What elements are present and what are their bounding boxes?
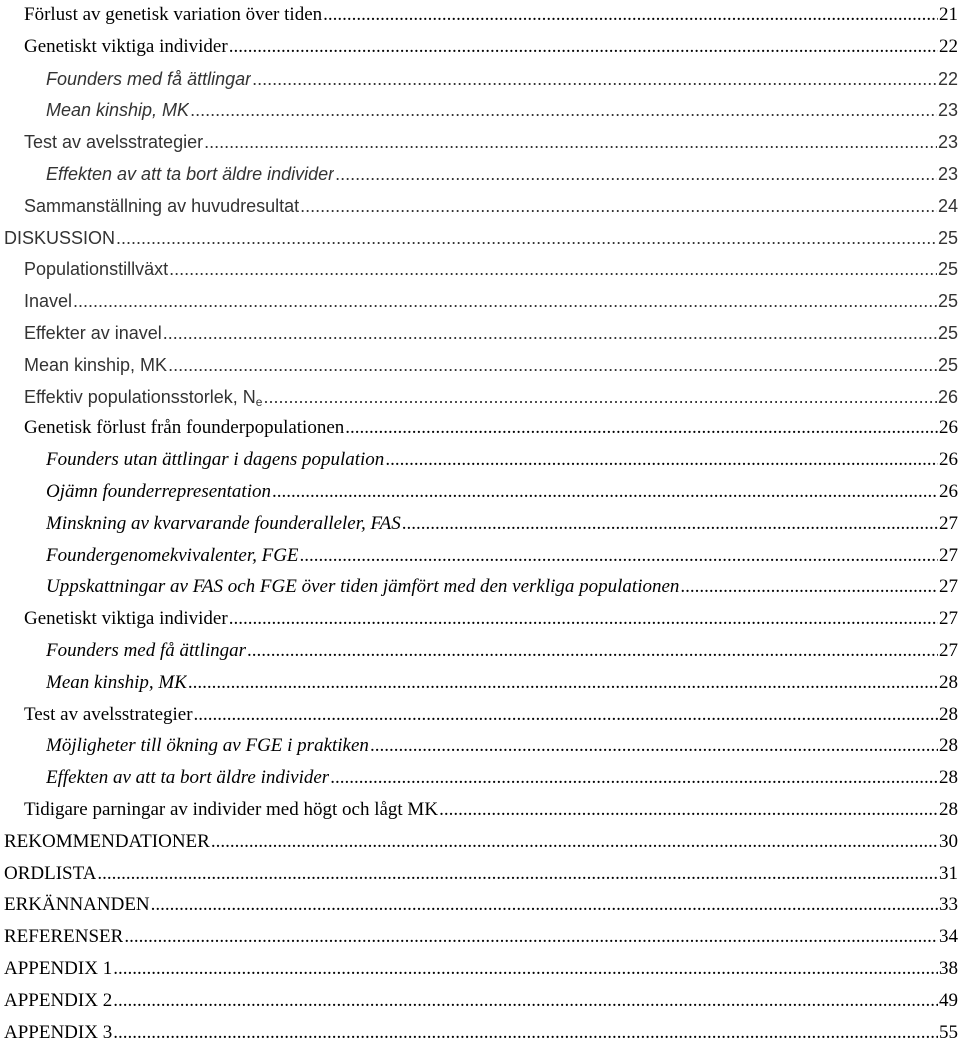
toc-entry[interactable] bbox=[0, 890, 960, 920]
toc-entry[interactable] bbox=[0, 191, 960, 221]
toc-entry-page-number: 26 bbox=[937, 386, 958, 407]
toc-entry-title-text: Genetiskt viktiga individer bbox=[24, 35, 228, 57]
toc-entry-page-number: 30 bbox=[939, 830, 958, 852]
dot-leader bbox=[323, 0, 938, 30]
toc-entry-title-text: APPENDIX 3 bbox=[4, 1021, 113, 1043]
toc-entry-title bbox=[24, 32, 228, 62]
toc-entry-page-number: 28 bbox=[939, 671, 958, 693]
toc-entry-title bbox=[24, 318, 162, 348]
dot-leader bbox=[113, 986, 938, 1016]
toc-entry[interactable] bbox=[0, 509, 960, 539]
toc-entry[interactable] bbox=[0, 254, 960, 284]
toc-entry-page-number: 28 bbox=[939, 767, 958, 789]
dot-leader bbox=[188, 668, 938, 698]
toc-entry-page-number: 25 bbox=[937, 259, 958, 280]
toc-entry-title-text: DISKUSSION bbox=[4, 227, 116, 248]
dot-leader bbox=[194, 700, 938, 730]
toc-entry-title-text: Foundergenomekvivalenter, FGE bbox=[46, 544, 299, 566]
toc-entry-title-text: APPENDIX 1 bbox=[4, 958, 113, 979]
toc-entry-title bbox=[46, 668, 187, 698]
toc-entry-title bbox=[4, 859, 96, 889]
toc-entry-page-number: 26 bbox=[939, 449, 958, 471]
dot-leader bbox=[272, 477, 938, 507]
toc-entry-title-text: Ojämn founderrepresentation bbox=[46, 481, 271, 502]
toc-entry[interactable] bbox=[0, 572, 960, 602]
toc-entry-title bbox=[46, 541, 299, 571]
toc-entry-page-number: 55 bbox=[939, 1021, 958, 1043]
dot-leader bbox=[300, 191, 937, 221]
toc-entry[interactable] bbox=[0, 32, 960, 62]
toc-entry-title bbox=[46, 159, 334, 189]
toc-entry-title bbox=[46, 636, 246, 666]
toc-entry[interactable] bbox=[0, 859, 960, 889]
dot-leader bbox=[113, 954, 938, 984]
toc-entry-page-number: 22 bbox=[939, 35, 958, 57]
toc-entry[interactable] bbox=[0, 445, 960, 475]
dot-leader bbox=[163, 318, 937, 348]
toc-entry-page-number: 27 bbox=[939, 512, 958, 534]
toc-entry-title-text: Founders utan ättlingar i dagens population bbox=[46, 449, 385, 471]
toc-entry-title bbox=[24, 127, 203, 157]
dot-leader bbox=[680, 572, 938, 602]
dot-leader bbox=[385, 445, 938, 475]
toc-entry-page-number: 25 bbox=[937, 227, 958, 248]
toc-entry-title bbox=[24, 382, 262, 417]
toc-entry-page-number: 23 bbox=[937, 164, 958, 184]
toc-entry[interactable] bbox=[0, 350, 960, 380]
toc-entry-title bbox=[24, 254, 168, 284]
toc-entry-page-number: 38 bbox=[939, 958, 958, 979]
toc-entry-title bbox=[46, 731, 369, 761]
toc-entry-page-number: 23 bbox=[937, 100, 958, 121]
toc-entry[interactable] bbox=[0, 477, 960, 507]
toc-entry-page-number: 21 bbox=[939, 4, 958, 25]
dot-leader bbox=[300, 541, 938, 571]
dot-leader bbox=[97, 859, 938, 889]
toc-entry[interactable] bbox=[0, 541, 960, 571]
dot-leader bbox=[204, 127, 937, 157]
toc-entry-page-number: 33 bbox=[939, 894, 958, 916]
toc-entry-title-text: Förlust av genetisk variation över tiden bbox=[24, 4, 323, 25]
toc-entry-title bbox=[4, 954, 112, 984]
toc-entry-page-number: 28 bbox=[939, 703, 958, 725]
toc-entry[interactable] bbox=[0, 668, 960, 698]
toc-entry-page-number: 23 bbox=[937, 132, 958, 153]
toc-entry-title bbox=[46, 509, 401, 539]
toc-entry-title bbox=[24, 191, 299, 221]
toc-entry-title-text: Inavel bbox=[24, 291, 73, 312]
toc-entry-title bbox=[24, 700, 193, 730]
toc-entry-page-number: 28 bbox=[939, 735, 958, 757]
toc-entry-title bbox=[46, 445, 384, 475]
toc-entry-title bbox=[4, 827, 210, 857]
toc-entry-title-text: Populationstillväxt bbox=[24, 259, 169, 280]
toc-entry-title bbox=[4, 890, 150, 920]
toc-entry-title-text: Test av avelsstrategier bbox=[24, 703, 193, 725]
dot-leader bbox=[370, 731, 938, 761]
toc-entry[interactable] bbox=[0, 922, 960, 952]
toc-entry-page-number: 26 bbox=[939, 481, 958, 502]
toc-entry-page-number: 25 bbox=[937, 354, 958, 375]
toc-entry-page-number: 31 bbox=[939, 862, 958, 884]
toc-entry-page-number: 27 bbox=[939, 640, 958, 661]
toc-entry-page-number: 25 bbox=[937, 323, 958, 343]
toc-entry[interactable] bbox=[0, 127, 960, 157]
toc-entry-title-text: Test av avelsstrategier bbox=[24, 132, 204, 153]
toc-entry-title-text: Effekter av inavel bbox=[24, 323, 162, 343]
toc-entry-title bbox=[4, 223, 115, 253]
dot-leader bbox=[73, 286, 937, 316]
toc-entry-page-number: 28 bbox=[939, 799, 958, 820]
toc-entry-title bbox=[24, 413, 344, 443]
toc-entry-title bbox=[24, 286, 72, 316]
toc-entry-title-text: Mean kinship, MK bbox=[46, 671, 187, 693]
toc-entry[interactable] bbox=[0, 413, 960, 443]
toc-entry[interactable] bbox=[0, 95, 960, 125]
toc-entry[interactable] bbox=[0, 223, 960, 253]
toc-entry-subscript: e bbox=[255, 394, 263, 409]
toc-entry-title bbox=[4, 922, 123, 952]
toc-entry[interactable] bbox=[0, 954, 960, 984]
dot-leader bbox=[190, 95, 937, 125]
toc-entry-title bbox=[46, 64, 251, 94]
toc-entry-title-text: Uppskattningar av FAS och FGE över tiden jämfört med den verkliga populationen bbox=[46, 576, 680, 598]
toc-entry-page-number: 26 bbox=[939, 417, 958, 439]
toc-entry-title-text: REKOMMENDATIONER bbox=[4, 830, 210, 852]
dot-leader bbox=[169, 254, 937, 284]
dot-leader bbox=[229, 604, 938, 634]
toc-entry-title bbox=[46, 477, 271, 507]
toc-entry-page-number: 27 bbox=[939, 576, 958, 598]
toc-entry-title-text: Effektiv populationsstorlek, N bbox=[24, 386, 256, 407]
toc-entry-title bbox=[24, 350, 167, 380]
dot-leader bbox=[229, 32, 938, 62]
toc-entry[interactable] bbox=[0, 286, 960, 316]
toc-entry-title-text: Mean kinship, MK bbox=[24, 354, 168, 375]
toc-entry-title-text: Effekten av att ta bort äldre individer bbox=[46, 164, 335, 184]
toc-entry-title-text: Effekten av att ta bort äldre individer bbox=[46, 767, 330, 789]
dot-leader bbox=[252, 64, 937, 94]
toc-entry-title bbox=[4, 986, 112, 1016]
toc-entry-page-number: 22 bbox=[937, 68, 958, 89]
dot-leader bbox=[211, 827, 938, 857]
toc-entry-title-text: ERKÄNNANDEN bbox=[4, 894, 150, 916]
dot-leader bbox=[330, 763, 938, 793]
toc-entry[interactable] bbox=[0, 827, 960, 857]
dot-leader bbox=[345, 413, 938, 443]
toc-entry-page-number: 34 bbox=[939, 926, 958, 948]
toc-entry-page-number: 27 bbox=[939, 608, 958, 630]
toc-entry[interactable] bbox=[0, 159, 960, 189]
toc-entry[interactable] bbox=[0, 763, 960, 793]
toc-entry-title-text: Tidigare parningar av individer med högt och lågt MK bbox=[24, 799, 439, 820]
toc-entry-title-text: Mean kinship, MK bbox=[46, 100, 190, 121]
toc-entry-title bbox=[24, 0, 322, 30]
toc-entry-title-text: Sammanställning av huvudresultat bbox=[24, 195, 300, 216]
toc-entry[interactable] bbox=[0, 700, 960, 730]
toc-entry-title-text: Möjligheter till ökning av FGE i praktiken bbox=[46, 735, 369, 757]
toc-entry-title bbox=[46, 95, 189, 125]
toc-entry[interactable] bbox=[0, 795, 960, 825]
toc-entry-title bbox=[46, 763, 329, 793]
dot-leader bbox=[247, 636, 938, 666]
toc-entry[interactable] bbox=[0, 636, 960, 666]
toc-entry-title bbox=[24, 795, 438, 825]
toc-entry[interactable] bbox=[0, 0, 960, 30]
toc-entry[interactable] bbox=[0, 986, 960, 1016]
toc-entry[interactable] bbox=[0, 318, 960, 348]
dot-leader bbox=[263, 382, 936, 412]
dot-leader bbox=[124, 922, 938, 952]
dot-leader bbox=[168, 350, 937, 380]
toc-entry-page-number: 25 bbox=[937, 291, 958, 312]
toc-entry[interactable] bbox=[0, 382, 960, 412]
dot-leader bbox=[116, 223, 937, 253]
toc-entry-title-text: Founders med få ättlingar bbox=[46, 640, 247, 661]
toc-entry-title-text: Genetisk förlust från founderpopulationen bbox=[24, 417, 345, 439]
toc-entry[interactable] bbox=[0, 604, 960, 634]
dot-leader bbox=[335, 159, 937, 189]
toc-entry-title bbox=[46, 572, 679, 602]
dot-leader bbox=[151, 890, 938, 920]
toc-entry[interactable] bbox=[0, 64, 960, 94]
toc-entry-title-text: ORDLISTA bbox=[4, 862, 97, 884]
dot-leader bbox=[439, 795, 938, 825]
toc-entry-title bbox=[24, 604, 228, 634]
toc-entry-title-text: APPENDIX 2 bbox=[4, 989, 113, 1011]
toc-entry-title-text: Genetiskt viktiga individer bbox=[24, 608, 228, 630]
toc-entry-title-text: Founders med få ättlingar bbox=[46, 68, 252, 89]
dot-leader bbox=[402, 509, 938, 539]
toc-entry-page-number: 49 bbox=[939, 989, 958, 1011]
toc-entry-page-number: 27 bbox=[939, 544, 958, 566]
toc-entry-title-text: Minskning av kvarvarande founderalleler, FAS bbox=[46, 512, 401, 534]
toc-entry[interactable] bbox=[0, 731, 960, 761]
toc-entry-title-text: REFERENSER bbox=[4, 926, 124, 948]
toc-entry-page-number: 24 bbox=[937, 195, 958, 216]
